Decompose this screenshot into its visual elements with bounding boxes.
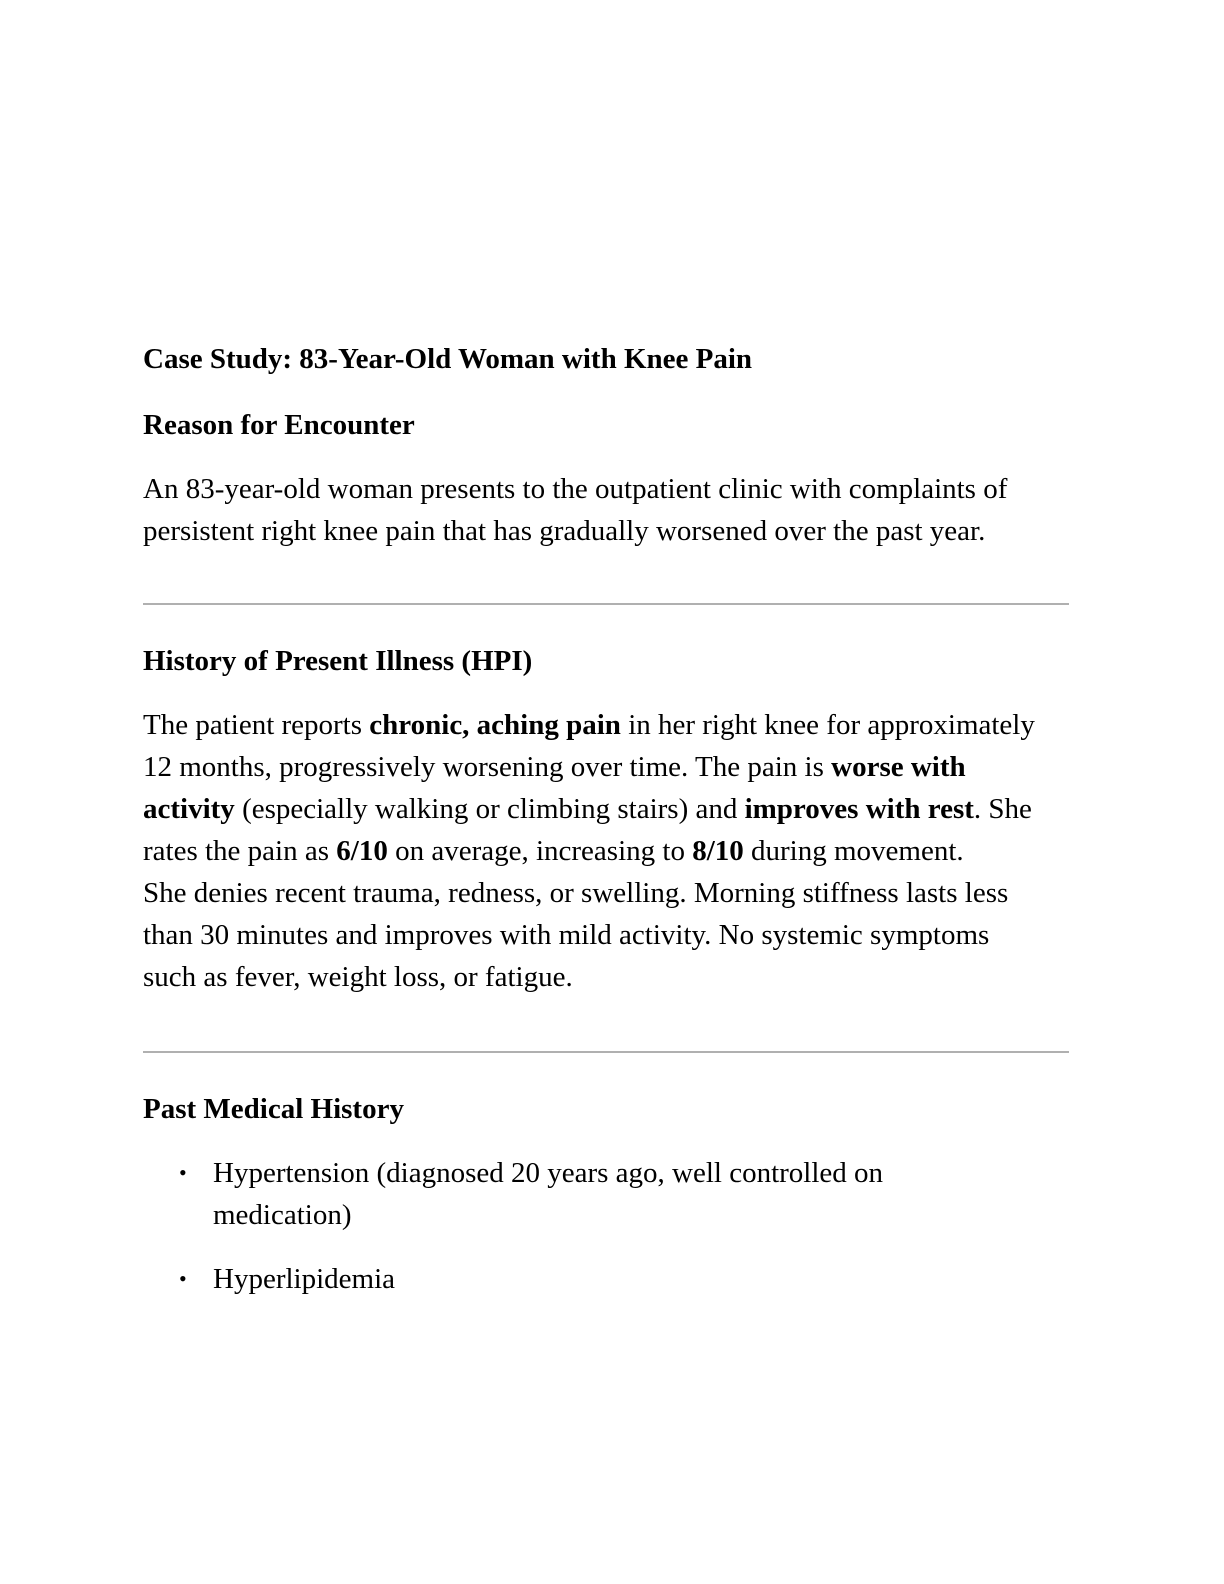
hpi-text: in her right knee for approximately 12 months, progressively worsening over time. The pain is (143, 709, 1035, 783)
list-item (143, 1258, 1069, 1300)
section-divider (143, 1051, 1069, 1053)
pmh-heading: Past Medical History (143, 1093, 404, 1125)
hpi-emphasis: improves with rest (744, 793, 974, 825)
hpi-emphasis: chronic, aching pain (369, 709, 621, 741)
hpi-text: on average, increasing to (387, 835, 693, 867)
pmh-list (143, 1152, 1069, 1300)
document-page (143, 340, 1069, 1300)
reason-heading: Reason for Encounter (143, 409, 415, 441)
pain-score-movement: 8/10 (692, 835, 744, 867)
hpi-emphasis: worse with activity (143, 751, 966, 825)
hpi-text: during movement. (743, 835, 964, 867)
hpi-text: . She rates the pain as (143, 793, 1032, 867)
hpi-paragraph-1 (143, 704, 1063, 872)
reason-text: An 83-year-old woman presents to the outpatient clinic with complaints of persistent right knee pain that has gradually worsened over the past year. (143, 473, 1008, 547)
hpi-text: (especially walking or climbing stairs) and (234, 793, 745, 825)
list-item-text: Hyperlipidemia (213, 1263, 396, 1295)
hpi-heading: History of Present Illness (HPI) (143, 645, 533, 677)
page-title: Case Study: 83-Year-Old Woman with Knee Pain (143, 343, 753, 375)
hpi-paragraph-2: She denies recent trauma, redness, or swelling. Morning stiffness lasts less than 30 minutes and improves with mild activity. No systemic symptoms such as fever, weight loss, or fatigue. (143, 877, 1009, 993)
section-divider (143, 603, 1069, 605)
list-item-text: Hypertension (diagnosed 20 years ago, well controlled on medication) (213, 1157, 884, 1231)
pain-score-average: 6/10 (336, 835, 388, 867)
list-item (143, 1152, 993, 1236)
bullet-icon: • (179, 1160, 187, 1185)
hpi-text: The patient reports (143, 709, 370, 741)
bullet-icon: • (179, 1266, 187, 1291)
